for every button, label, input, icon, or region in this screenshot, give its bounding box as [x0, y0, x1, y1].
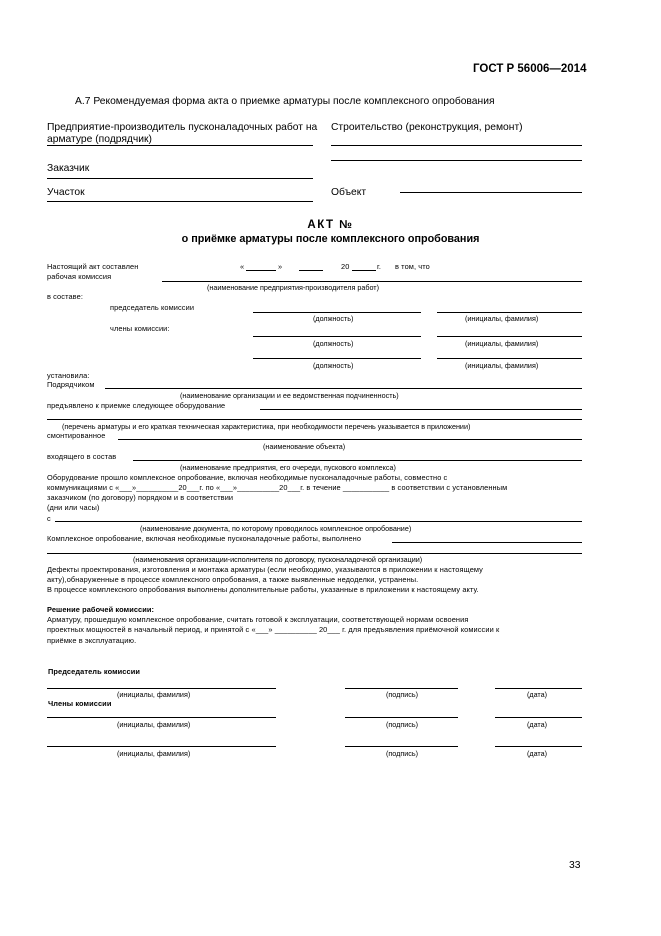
- equipment-field-2[interactable]: [47, 419, 582, 420]
- year-field[interactable]: [352, 270, 376, 271]
- working-commission-label: рабочая комиссия: [47, 272, 112, 281]
- part-of-field[interactable]: [133, 460, 582, 461]
- enterprise-name-field[interactable]: [162, 281, 582, 282]
- cap-position-3: (должность): [313, 361, 354, 370]
- decision-line1: Арматуру, прошедшую комплексное опробование, считать готовой к эксплуатации, соответствующей нормам освоения: [47, 615, 469, 624]
- standard-code: ГОСТ Р 56006—2014: [473, 63, 587, 75]
- contractor-field[interactable]: [105, 388, 582, 389]
- month-field[interactable]: [299, 270, 323, 271]
- chairman-name-field[interactable]: [437, 312, 582, 313]
- chairman-position-field[interactable]: [253, 312, 421, 313]
- object-field-line[interactable]: [400, 192, 582, 193]
- member2-position-field[interactable]: [253, 358, 421, 359]
- cap-enterprise-name: (наименование предприятия-производителя работ): [207, 283, 379, 292]
- construction-label: Строительство (реконструкция, ремонт): [331, 122, 523, 133]
- cap-fittings-list: (перечень арматуры и его краткая техническая характеристика, при необходимости перечень указывается в приложении): [62, 422, 471, 431]
- cap-position-2: (должность): [313, 339, 354, 348]
- year-prefix: 20: [341, 262, 350, 271]
- sign-cap-date-3: (дата): [527, 749, 548, 758]
- area-label: Участок: [47, 187, 85, 198]
- mounted-field[interactable]: [118, 439, 582, 440]
- enterprise-label-line1: Предприятие-производитель пусконаладочных работ на: [47, 122, 318, 133]
- construction-field-line[interactable]: [331, 145, 582, 146]
- decision-line2: проектных мощностей в начальный период, и принятой с «___» __________ 20___ г. для предъявления приёмочной комиссии к: [47, 625, 500, 634]
- construction-field-line-2[interactable]: [331, 160, 582, 161]
- sign-cap-signature-2: (подпись): [386, 720, 418, 729]
- cap-org-name: (наименование организации и ее ведомственная подчиненность): [180, 391, 399, 400]
- in-that-label: в том, что: [395, 262, 430, 271]
- quote-close: »: [278, 262, 283, 271]
- composition-label: в составе:: [47, 292, 83, 301]
- equipment-line2: коммуникациями с «___»__________20___г. по «___»__________20___г. в течение ___________ в соответствии с установленным: [47, 483, 508, 492]
- cap-initials-1: (инициалы, фамилия): [465, 314, 539, 323]
- document-field[interactable]: [55, 521, 582, 522]
- customer-field-line[interactable]: [47, 178, 313, 179]
- cap-initials-2: (инициалы, фамилия): [465, 339, 539, 348]
- cap-queue: (наименование предприятия, его очереди, пускового комплекса): [180, 463, 396, 472]
- sign-members-label: Члены комиссии: [48, 699, 112, 708]
- sign-cap-signature-1: (подпись): [386, 690, 418, 699]
- member1-initials-field[interactable]: [47, 717, 276, 718]
- day-field[interactable]: [246, 270, 276, 271]
- sign-cap-initials-2: (инициалы, фамилия): [117, 720, 191, 729]
- page-number: 33: [569, 860, 581, 871]
- members-label: члены комиссии:: [110, 324, 170, 333]
- cap-document: (наименование документа, по которому проводилось комплексное опробование): [140, 524, 412, 533]
- test-performed-label: Комплексное опробование, включая необходимые пусконаладочные работы, выполнено: [47, 534, 362, 543]
- member1-position-field[interactable]: [253, 336, 421, 337]
- chairman-date-field[interactable]: [495, 688, 582, 689]
- sign-chairman-label: Председатель комиссии: [48, 667, 141, 676]
- sign-cap-initials-1: (инициалы, фамилия): [117, 690, 191, 699]
- additional-works: В процессе комплексного опробования выполнены дополнительные работы, указанные в приложении к настоящему акту.: [47, 585, 479, 594]
- act-title: АКТ №: [307, 219, 354, 231]
- sign-cap-date-1: (дата): [527, 690, 548, 699]
- equipment-field[interactable]: [260, 409, 582, 410]
- sign-cap-signature-3: (подпись): [386, 749, 418, 758]
- enterprise-field-line[interactable]: [47, 145, 313, 146]
- mounted-label: смонтированное: [47, 431, 106, 440]
- cap-position-1: (должность): [313, 314, 354, 323]
- chairman-signature-field[interactable]: [345, 688, 458, 689]
- chairman-label: председатель комиссии: [110, 303, 195, 312]
- defects-line1: Дефекты проектирования, изготовления и монтажа арматуры (если необходимо, указываются в приложении к настоящему: [47, 565, 483, 574]
- member1-signature-field[interactable]: [345, 717, 458, 718]
- member2-signature-field[interactable]: [345, 746, 458, 747]
- member1-date-field[interactable]: [495, 717, 582, 718]
- part-of-label: входящего в состав: [47, 452, 117, 461]
- member2-initials-field[interactable]: [47, 746, 276, 747]
- executor-field[interactable]: [47, 553, 582, 554]
- chairman-initials-field[interactable]: [47, 688, 276, 689]
- decision-title: Решение рабочей комиссии:: [47, 605, 155, 614]
- defects-line2: акту),обнаруженные в процессе комплексного опробования, а также выявленные недоделки, устранены.: [47, 575, 419, 584]
- sign-cap-initials-3: (инициалы, фамилия): [117, 749, 191, 758]
- enterprise-label-line2: арматуре (подрядчик): [47, 134, 152, 145]
- drawn-up-label: Настоящий акт составлен: [47, 262, 139, 271]
- object-label: Объект: [331, 187, 367, 198]
- act-subtitle: о приёмке арматуры после комплексного опробования: [181, 233, 480, 245]
- member1-name-field[interactable]: [437, 336, 582, 337]
- area-field-line[interactable]: [47, 201, 313, 202]
- with-c-label: с: [47, 514, 51, 523]
- section-title: А.7 Рекомендуемая форма акта о приемке арматуры после комплексного опробования: [75, 96, 495, 107]
- equipment-line3: заказчиком (по договору) порядком и в соответствии: [47, 493, 234, 502]
- equipment-line1: Оборудование прошло комплексное опробование, включая необходимые пусконаладочные работы, совместно с: [47, 473, 448, 482]
- customer-label: Заказчик: [47, 163, 90, 174]
- year-suffix: г.: [377, 262, 382, 271]
- established-label: установила:: [47, 371, 90, 380]
- quote-open: «: [240, 262, 245, 271]
- cap-initials-3: (инициалы, фамилия): [465, 361, 539, 370]
- cap-executor: (наименования организации-исполнителя по договору, пусконаладочной организации): [133, 555, 423, 564]
- member2-name-field[interactable]: [437, 358, 582, 359]
- cap-object-name: (наименование объекта): [263, 442, 346, 451]
- member2-date-field[interactable]: [495, 746, 582, 747]
- performed-by-field[interactable]: [392, 542, 582, 543]
- sign-cap-date-2: (дата): [527, 720, 548, 729]
- decision-line3: приёмке в эксплуатацию.: [47, 636, 137, 645]
- contractor-label: Подрядчиком: [47, 380, 95, 389]
- presented-label: предъявлено к приемке следующее оборудование: [47, 401, 226, 410]
- days-hours-label: (дни или часы): [47, 503, 100, 512]
